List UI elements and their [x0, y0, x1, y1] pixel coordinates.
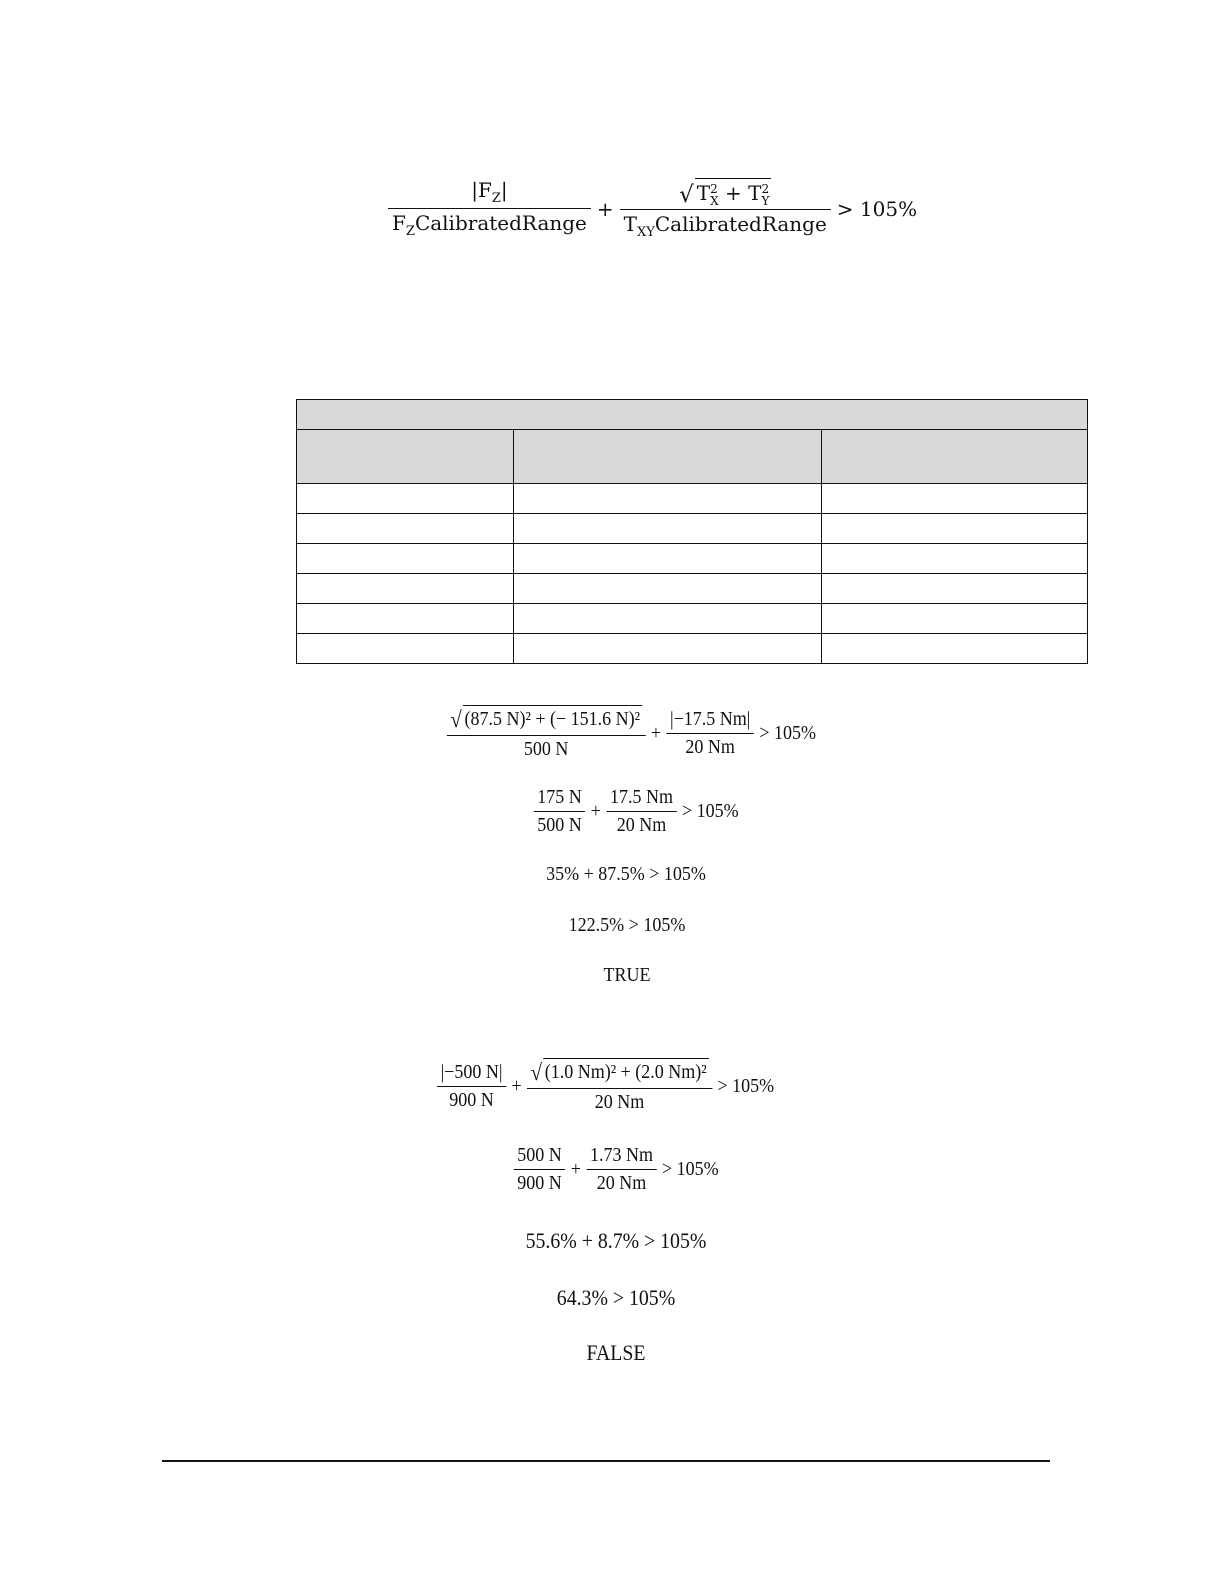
threshold-formula — [388, 178, 923, 240]
table-header-row — [297, 430, 1088, 484]
table-row — [297, 514, 1088, 544]
example2-step2: $\frac{500 N}{900 N}$ + $\frac{1.73 Nm}{20 Nm}$ > 105% — [514, 1144, 724, 1195]
fz-fraction: $\frac{|F_Z|}{F_ZCalibratedRange}$ — [388, 178, 591, 239]
table-row — [297, 574, 1088, 604]
plus-operator: + — [596, 196, 614, 221]
example2-step4: 64.3% > 105% — [556, 1285, 676, 1310]
example1-step2: $\frac{175 N}{500 N}$ + $\frac{17.5 Nm}{20 Nm}$ > 105% — [534, 786, 744, 837]
example2-result: FALSE — [586, 1340, 646, 1365]
table-title-row — [297, 400, 1088, 430]
example1-step4: 122.5% > 105% — [568, 914, 686, 936]
table-row — [297, 544, 1088, 574]
txy-fraction: √ T 2 X + T 2 Y $T_{XY}CalibratedRange$ — [620, 178, 831, 240]
example1-step3: 35% + 87.5% > 105% — [546, 863, 706, 885]
table-row — [297, 484, 1088, 514]
example2-step1: $\frac{|-500 N|}{900 N}$ + √ (1.0 Nm)² + (2.0 Nm)² 20 Nm > 105% — [437, 1058, 779, 1114]
comparison: > 105% — [836, 196, 918, 221]
sqrt-sign: √ T 2 X + T 2 Y — [679, 178, 771, 207]
data-table — [296, 399, 1088, 664]
example1-step1: √ (87.5 N)² + (− 151.6 N)² 500 N + $\frac{|-17.5 Nm|}{20 Nm}$ > 105% — [447, 705, 822, 761]
example1-result: TRUE — [603, 964, 651, 986]
footer-divider — [162, 1460, 1050, 1462]
table-row — [297, 604, 1088, 634]
table-row — [297, 634, 1088, 664]
example2-step3: 55.6% + 8.7% > 105% — [525, 1228, 707, 1253]
